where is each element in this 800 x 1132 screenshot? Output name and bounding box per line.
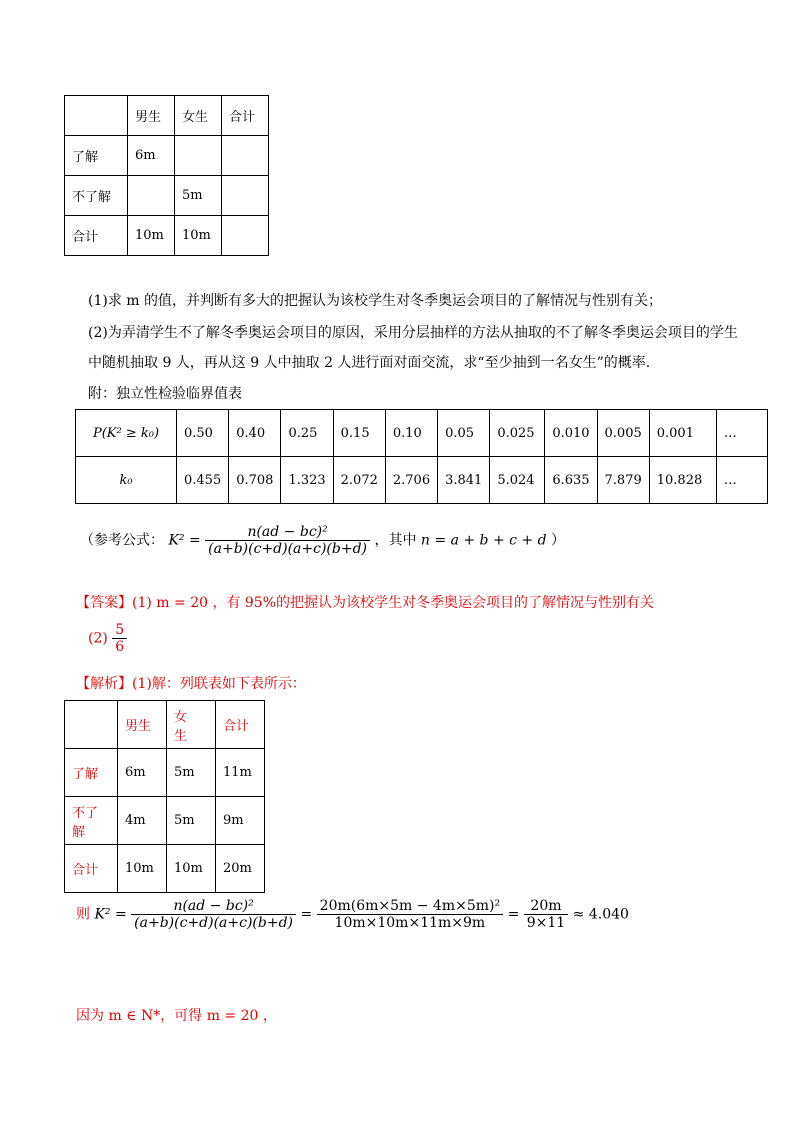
analysis-text: (1)解：列联表如下表所示： <box>132 676 306 692</box>
calc-fraction-3 <box>524 898 568 931</box>
table-row <box>65 96 269 136</box>
table-cell <box>222 176 269 216</box>
table-cell: 女生 <box>175 96 222 136</box>
table-row <box>65 136 269 176</box>
critical-value-table <box>75 409 768 504</box>
answer-numerator: 5 <box>112 622 127 639</box>
table-cell: 女 生 <box>167 701 216 749</box>
calc-f3-numerator: 20m <box>524 898 568 915</box>
answer-line <box>76 592 654 612</box>
analysis-tag: 【解析】 <box>76 676 132 692</box>
table-cell: 了解 <box>65 749 118 797</box>
answer-part-1: (1) m = 20 ，有 95%的把握认为该校学生对冬季奥运会项目的了解情况与性别有关 <box>132 595 655 611</box>
table-row <box>65 701 265 749</box>
table-cell: 0.010 <box>545 410 597 457</box>
table-row <box>76 457 768 504</box>
table-cell <box>222 216 269 256</box>
question-part-1: (1)求 m 的值，并判断有多大的把握认为该校学生对冬季奥运会项目的了解情况与性别有关； <box>88 293 663 309</box>
table-cell: 0.40 <box>229 410 281 457</box>
table-row <box>65 216 269 256</box>
table-cell: 不了解 <box>65 176 128 216</box>
table-cell: 合计 <box>222 96 269 136</box>
table-cell: 合计 <box>216 701 265 749</box>
table-cell: 4m <box>118 797 167 845</box>
table-cell: 合计 <box>65 845 118 893</box>
table-cell: 20m <box>216 845 265 893</box>
table-cell: 男生 <box>128 96 175 136</box>
table-cell: 0.25 <box>281 410 333 457</box>
table-cell: 9m <box>216 797 265 845</box>
formula-prefix: （参考公式： <box>80 532 164 549</box>
table-cell: 不了 解 <box>65 797 118 845</box>
conclusion-line: 因为 m ∈ N*，可得 m = 20 ， <box>76 1008 277 1024</box>
formula-n-definition: n = a + b + c + d <box>420 532 547 549</box>
table-cell: 0.05 <box>438 410 490 457</box>
table-cell: 0.005 <box>597 410 649 457</box>
table-cell: 10m <box>128 216 175 256</box>
contingency-table-solution <box>64 700 265 893</box>
table-cell: k₀ <box>76 457 177 504</box>
table-cell <box>175 136 222 176</box>
table-cell: 10m <box>118 845 167 893</box>
table-cell: … <box>716 457 767 504</box>
formula-lhs: K² = <box>168 532 201 549</box>
calc-f1-denominator: (a+b)(c+d)(a+c)(b+d) <box>134 915 294 931</box>
table-cell: 0.025 <box>490 410 545 457</box>
calc-f2-denominator: 10m×10m×11m×9m <box>334 915 486 931</box>
table-cell: 1.323 <box>281 457 333 504</box>
table-cell: 10.828 <box>649 457 716 504</box>
reference-formula <box>80 524 565 557</box>
question-part-2-line-2: 中随机抽取 9 人，再从这 9 人中抽取 2 人进行面对面交流，求“至少抽到一名女生”的概率. <box>88 355 651 371</box>
formula-suffix: ） <box>551 532 566 549</box>
calc-lhs: K² = <box>94 906 127 923</box>
table-cell: 7.879 <box>597 457 649 504</box>
table-row <box>76 410 768 457</box>
table-cell: 5m <box>167 749 216 797</box>
table-cell: 5m <box>175 176 222 216</box>
formula-denominator: (a+b)(c+d)(a+c)(b+d) <box>208 541 368 557</box>
table-row <box>65 176 269 216</box>
calc-f3-denominator: 9×11 <box>526 915 566 931</box>
table-cell <box>65 96 128 136</box>
table-row <box>65 749 265 797</box>
table-cell: 11m <box>216 749 265 797</box>
answer-part-2-label: (2) <box>88 630 108 647</box>
table-cell: 男生 <box>118 701 167 749</box>
calc-result: ≈ 4.040 <box>572 906 629 923</box>
table-cell: 10m <box>167 845 216 893</box>
calc-f1-numerator: n(ad − bc)² <box>131 898 296 915</box>
answer-part-2 <box>88 622 127 655</box>
table-cell: 0.455 <box>177 457 229 504</box>
table-cell <box>222 136 269 176</box>
table-cell: 6m <box>118 749 167 797</box>
table-cell: 0.15 <box>333 410 385 457</box>
table-cell: 0.001 <box>649 410 716 457</box>
answer-fraction <box>112 622 127 655</box>
formula-middle: ，其中 <box>374 532 417 549</box>
formula-fraction <box>205 524 370 557</box>
analysis-line <box>76 673 306 693</box>
table-cell: 0.50 <box>177 410 229 457</box>
contingency-table-question <box>64 95 269 256</box>
calc-f2-numerator: 20m(6m×5m − 4m×5m)² <box>317 898 503 915</box>
table-cell: 10m <box>175 216 222 256</box>
formula-numerator: n(ad − bc)² <box>205 524 370 541</box>
answer-denominator: 6 <box>115 639 125 655</box>
answer-tag: 【答案】 <box>76 595 132 611</box>
question-part-2-line-1: (2)为弄清学生不了解冬季奥运会项目的原因，采用分层抽样的方法从抽取的不了解冬季奥运会项目的学生 <box>88 325 738 341</box>
calc-fraction-1 <box>131 898 296 931</box>
table-cell: 6.635 <box>545 457 597 504</box>
appendix-heading: 附：独立性检验临界值表 <box>88 386 242 402</box>
table-cell: 了解 <box>65 136 128 176</box>
table-row <box>65 797 265 845</box>
calc-fraction-2 <box>317 898 503 931</box>
table-cell <box>65 701 118 749</box>
table-cell: 3.841 <box>438 457 490 504</box>
k-squared-calculation: 则 K² = $\frac{\text{n(ad − bc)²}}{(a+b)(c+d)(a+c)(b+d)}$ = $\frac{\text{20m(6m×5m − 4m×5m)²}}{10m\times 10m\times 11m\times 9m}$ = $\frac{20m}{9\times 11}$ ≈ 4.040 <box>76 898 629 931</box>
table-cell: 5.024 <box>490 457 545 504</box>
table-cell: 2.706 <box>385 457 437 504</box>
calc-prefix: 则 <box>76 906 90 923</box>
table-cell: 2.072 <box>333 457 385 504</box>
table-cell: 0.708 <box>229 457 281 504</box>
table-cell: … <box>716 410 767 457</box>
table-cell: 6m <box>128 136 175 176</box>
table-cell: 5m <box>167 797 216 845</box>
table-cell <box>128 176 175 216</box>
table-cell: 合计 <box>65 216 128 256</box>
table-cell: P(K² ≥ k₀) <box>76 410 177 457</box>
table-row <box>65 845 265 893</box>
table-cell: 0.10 <box>385 410 437 457</box>
